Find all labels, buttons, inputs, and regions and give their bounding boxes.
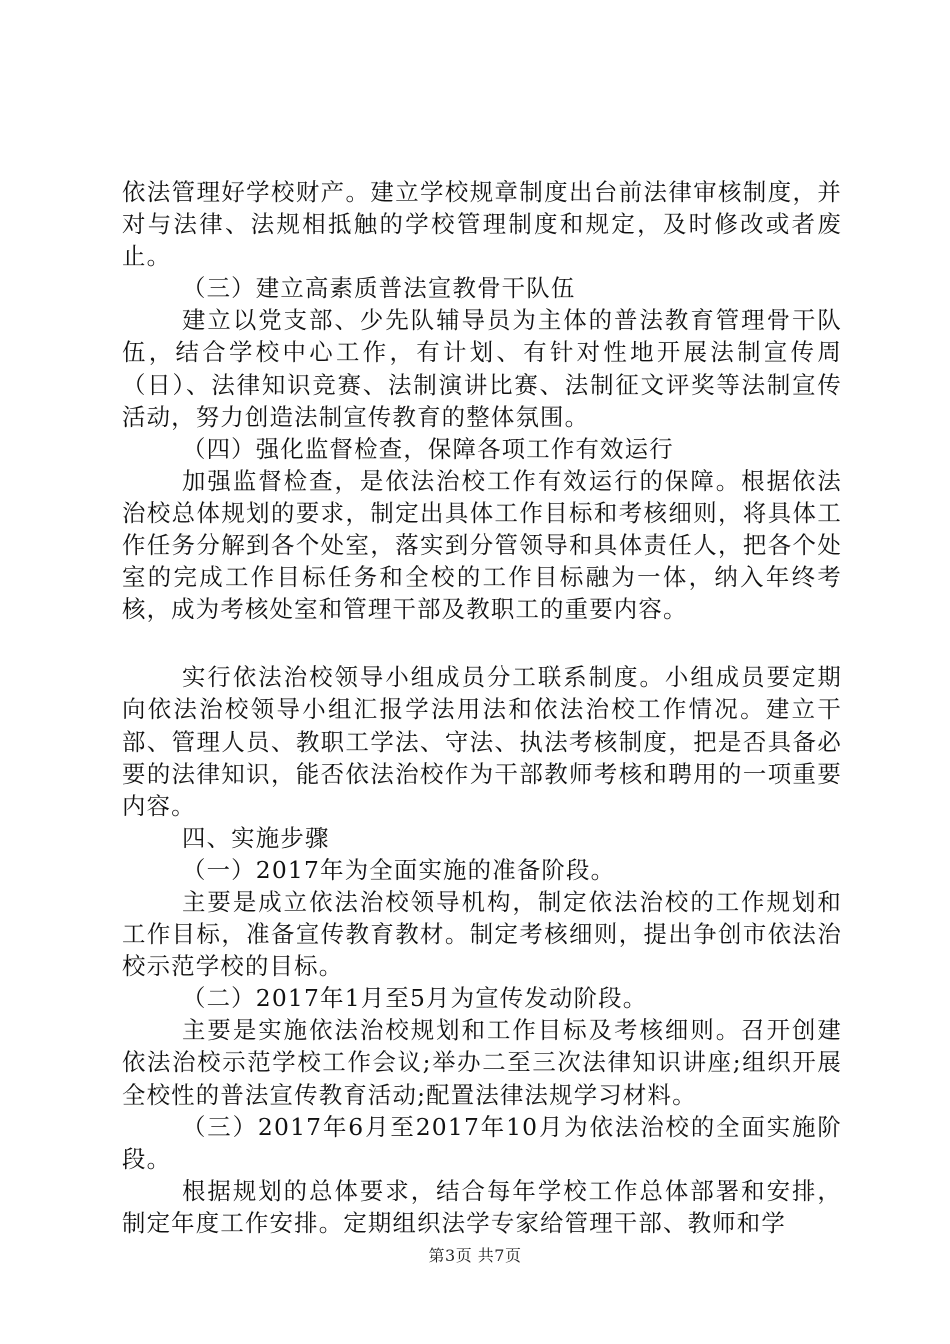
heading-step-1: （一）2017年为全面实施的准备阶段。	[182, 855, 616, 884]
paragraph-leadership-system: 实行依法治校领导小组成员分工联系制度。小组成员要定期向依法治校领导小组汇报学法用法和依法治校工作情况。建立干部、管理人员、教职工学法、守法、执法考核制度，把是否具备必要的法律知识，能否依法治校作为干部教师考核和聘用的一项重要内容。	[122, 663, 842, 820]
page-number: 第3页 共7页	[428, 1246, 522, 1265]
paragraph-step-2: 主要是实施依法治校规划和工作目标及考核细则。召开创建依法治校示范学校工作会议;举办二至三次法律知识讲座;组织开展全校性的普法宣传教育活动;配置法律法规学习材料。	[122, 1016, 842, 1109]
paragraph-property-management: 依法管理好学校财产。建立学校规章制度出台前法律审核制度，并对与法律、法规相抵触的学校管理制度和规定，及时修改或者废止。	[122, 178, 842, 271]
document-body	[122, 176, 842, 1239]
paragraph-step-3: 根据规划的总体要求，结合每年学校工作总体部署和安排，制定年度工作安排。定期组织法学专家给管理干部、教师和学	[122, 1176, 842, 1237]
heading-section-3: （三）建立高素质普法宣教骨干队伍	[182, 274, 576, 303]
paragraph-supervision: 加强监督检查，是依法治校工作有效运行的保障。根据依法治校总体规划的要求，制定出具体工作目标和考核细则，将具体工作任务分解到各个处室，落实到分管领导和具体责任人，把各个处室的完成工作目标任务和全校的工作目标融为一体，纳入年终考核，成为考核处室和管理干部及教职工的重要内容。	[122, 466, 842, 624]
paragraph-team-building: 建立以党支部、少先队辅导员为主体的普法教育管理骨干队伍，结合学校中心工作，有计划、有针对性地开展法制宣传周（日）、法律知识竞赛、法制演讲比赛、法制征文评奖等法制宣传活动，努力创造法制宣传教育的整体氛围。	[122, 306, 842, 431]
heading-step-3: （三）2017年6月至2017年10月为依法治校的全面实施阶段。	[122, 1112, 842, 1173]
heading-implementation-steps: 四、实施步骤	[182, 823, 330, 852]
heading-section-4: （四）强化监督检查，保障各项工作有效运行	[182, 434, 674, 463]
heading-step-2: （二）2017年1月至5月为宣传发动阶段。	[182, 984, 648, 1013]
paragraph-step-1: 主要是成立依法治校领导机构，制定依法治校的工作规划和工作目标，准备宣传教育教材。制定考核细则，提出争创市依法治校示范学校的目标。	[122, 887, 842, 981]
